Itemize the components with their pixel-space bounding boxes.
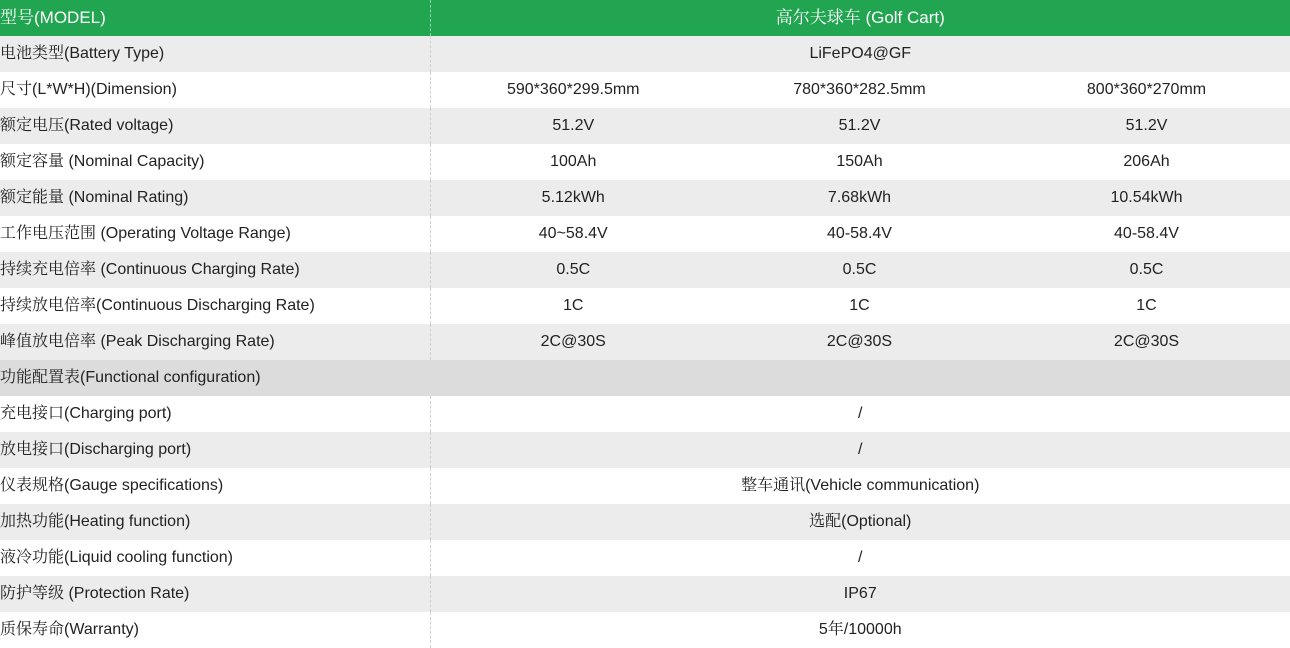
- table-row: [0, 216, 1290, 252]
- row-value-continuous-discharging-rate-3: 1C: [1003, 288, 1290, 324]
- row-value-nominal-rating-1: 5.12kWh: [430, 180, 716, 216]
- table-row: [0, 108, 1290, 144]
- table-row: [0, 612, 1290, 648]
- table-row: [0, 396, 1290, 432]
- table-header-row: [0, 0, 1290, 36]
- row-value-heating-function: 选配(Optional): [430, 504, 1290, 540]
- row-label-charging-port: 充电接口(Charging port): [0, 396, 430, 432]
- row-value-battery-type: LiFePO4@GF: [430, 36, 1290, 72]
- row-value-peak-discharging-rate-2: 2C@30S: [716, 324, 1003, 360]
- row-value-nominal-capacity-3: 206Ah: [1003, 144, 1290, 180]
- row-value-operating-voltage-range-3: 40-58.4V: [1003, 216, 1290, 252]
- row-label-continuous-discharging-rate: 持续放电倍率(Continuous Discharging Rate): [0, 288, 430, 324]
- table-row: [0, 144, 1290, 180]
- table-row: [0, 540, 1290, 576]
- row-label-battery-type: 电池类型(Battery Type): [0, 36, 430, 72]
- table-row: [0, 432, 1290, 468]
- row-value-protection-rate: IP67: [430, 576, 1290, 612]
- row-value-discharging-port: /: [430, 432, 1290, 468]
- table-row: [0, 252, 1290, 288]
- row-value-liquid-cooling-function: /: [430, 540, 1290, 576]
- row-value-dimension-2: 780*360*282.5mm: [716, 72, 1003, 108]
- table-row: [0, 504, 1290, 540]
- row-value-peak-discharging-rate-1: 2C@30S: [430, 324, 716, 360]
- row-value-continuous-charging-rate-1: 0.5C: [430, 252, 716, 288]
- row-label-nominal-capacity: 额定容量 (Nominal Capacity): [0, 144, 430, 180]
- table-row: [0, 36, 1290, 72]
- table-row: [0, 324, 1290, 360]
- row-value-warranty: 5年/10000h: [430, 612, 1290, 648]
- row-value-continuous-discharging-rate-1: 1C: [430, 288, 716, 324]
- table-row: [0, 468, 1290, 504]
- table-row: [0, 288, 1290, 324]
- header-model-value: 高尔夫球车 (Golf Cart): [430, 0, 1290, 36]
- row-value-peak-discharging-rate-3: 2C@30S: [1003, 324, 1290, 360]
- row-label-heating-function: 加热功能(Heating function): [0, 504, 430, 540]
- row-label-continuous-charging-rate: 持续充电倍率 (Continuous Charging Rate): [0, 252, 430, 288]
- table-row: [0, 576, 1290, 612]
- row-value-continuous-charging-rate-2: 0.5C: [716, 252, 1003, 288]
- table-row: [0, 180, 1290, 216]
- row-value-nominal-rating-2: 7.68kWh: [716, 180, 1003, 216]
- row-value-rated-voltage-1: 51.2V: [430, 108, 716, 144]
- section-header-functional-configuration: [0, 360, 1290, 396]
- row-value-gauge-specifications: 整车通讯(Vehicle communication): [430, 468, 1290, 504]
- row-value-continuous-discharging-rate-2: 1C: [716, 288, 1003, 324]
- row-label-protection-rate: 防护等级 (Protection Rate): [0, 576, 430, 612]
- row-value-rated-voltage-3: 51.2V: [1003, 108, 1290, 144]
- row-label-liquid-cooling-function: 液冷功能(Liquid cooling function): [0, 540, 430, 576]
- row-label-operating-voltage-range: 工作电压范围 (Operating Voltage Range): [0, 216, 430, 252]
- row-value-operating-voltage-range-2: 40-58.4V: [716, 216, 1003, 252]
- row-value-nominal-capacity-2: 150Ah: [716, 144, 1003, 180]
- section-header-label: 功能配置表(Functional configuration): [0, 360, 1290, 396]
- row-value-continuous-charging-rate-3: 0.5C: [1003, 252, 1290, 288]
- row-label-nominal-rating: 额定能量 (Nominal Rating): [0, 180, 430, 216]
- row-value-operating-voltage-range-1: 40~58.4V: [430, 216, 716, 252]
- row-value-nominal-capacity-1: 100Ah: [430, 144, 716, 180]
- row-value-rated-voltage-2: 51.2V: [716, 108, 1003, 144]
- row-value-charging-port: /: [430, 396, 1290, 432]
- row-label-peak-discharging-rate: 峰值放电倍率 (Peak Discharging Rate): [0, 324, 430, 360]
- header-model-label: 型号(MODEL): [0, 0, 430, 36]
- row-label-rated-voltage: 额定电压(Rated voltage): [0, 108, 430, 144]
- row-label-dimension: 尺寸(L*W*H)(Dimension): [0, 72, 430, 108]
- row-value-dimension-1: 590*360*299.5mm: [430, 72, 716, 108]
- row-value-nominal-rating-3: 10.54kWh: [1003, 180, 1290, 216]
- row-label-gauge-specifications: 仪表规格(Gauge specifications): [0, 468, 430, 504]
- row-label-warranty: 质保寿命(Warranty): [0, 612, 430, 648]
- row-value-dimension-3: 800*360*270mm: [1003, 72, 1290, 108]
- table-row: [0, 72, 1290, 108]
- row-label-discharging-port: 放电接口(Discharging port): [0, 432, 430, 468]
